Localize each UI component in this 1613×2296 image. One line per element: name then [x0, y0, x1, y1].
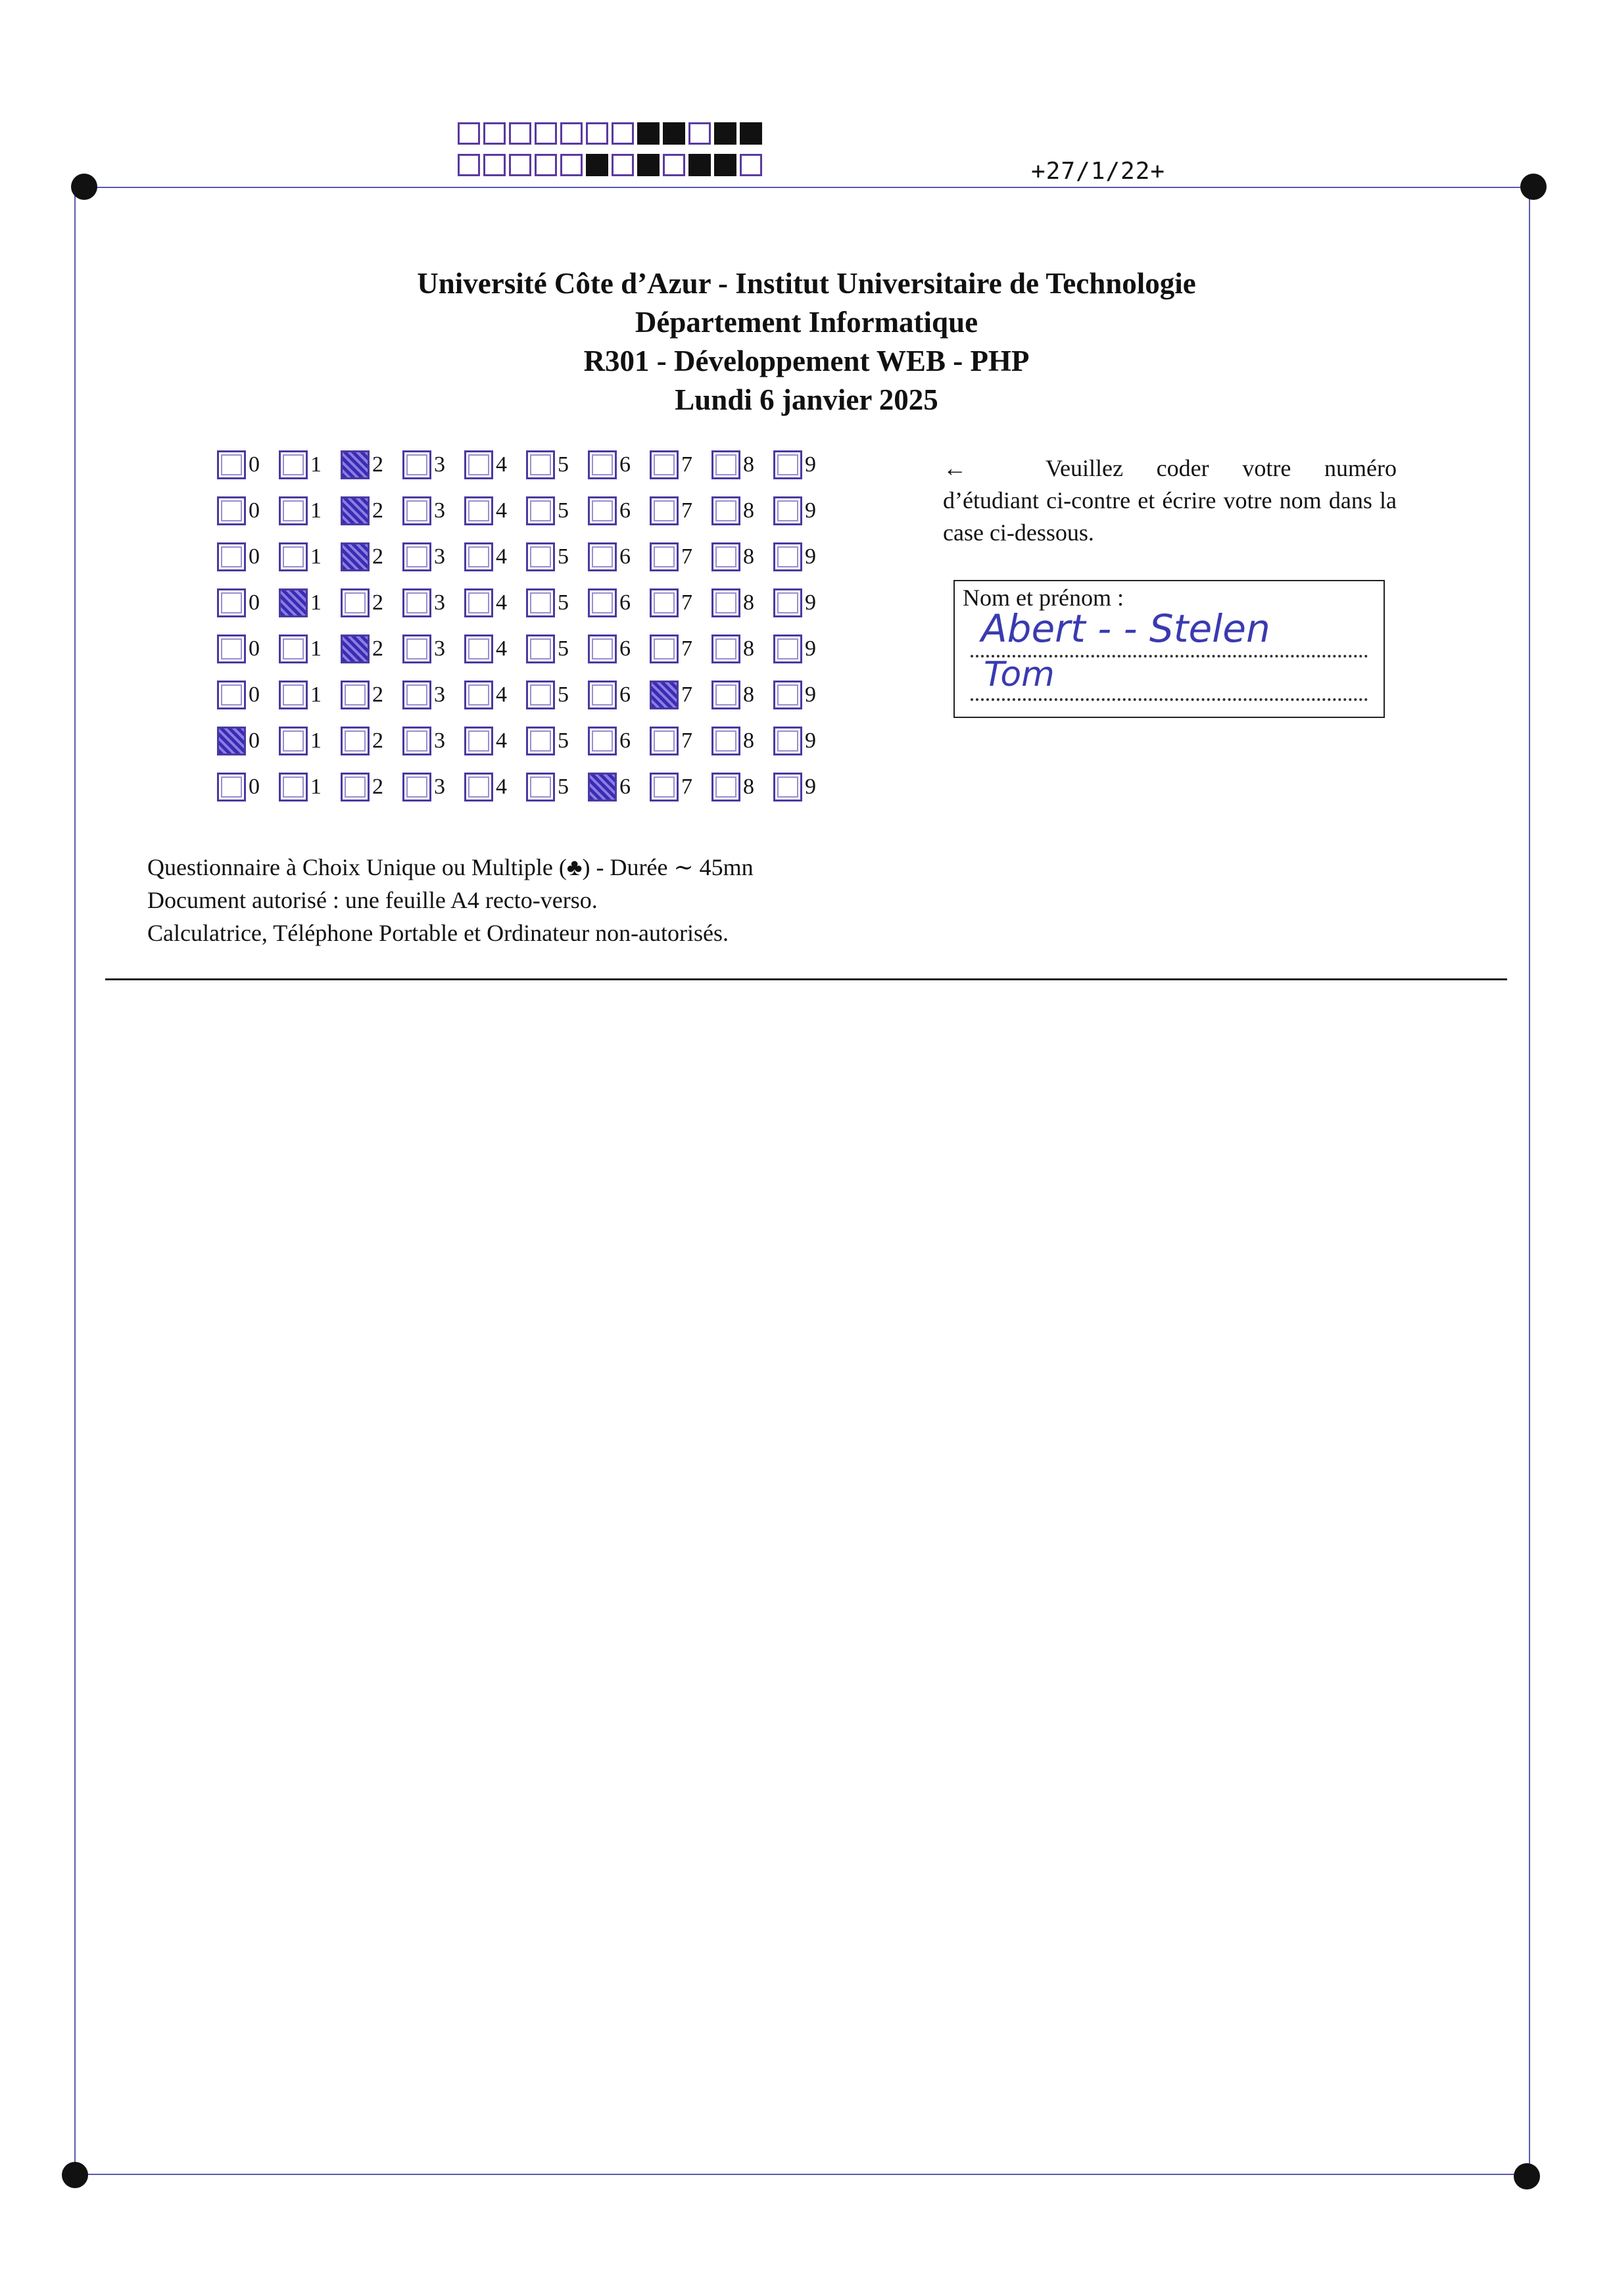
- digit-option: [711, 634, 773, 663]
- digit-checkbox-checked[interactable]: [588, 773, 617, 801]
- digit-option: [711, 773, 773, 801]
- digit-checkbox[interactable]: [526, 773, 555, 801]
- grid-row: [217, 672, 835, 718]
- digit-option: [588, 773, 650, 801]
- barcode-cell: [560, 122, 583, 145]
- digit-checkbox[interactable]: [217, 773, 246, 801]
- digit-label: 8: [743, 682, 754, 707]
- digit-option: [341, 727, 402, 755]
- digit-checkbox[interactable]: [650, 450, 679, 479]
- digit-checkbox[interactable]: [588, 634, 617, 663]
- digit-option: [526, 681, 588, 709]
- digit-option: [279, 496, 341, 525]
- digit-checkbox-checked[interactable]: [217, 727, 246, 755]
- digit-option: [526, 773, 588, 801]
- name-box[interactable]: [953, 580, 1385, 718]
- digit-label: 6: [619, 544, 631, 569]
- digit-label: 2: [372, 682, 383, 707]
- digit-label: 2: [372, 544, 383, 569]
- digit-option: [650, 773, 711, 801]
- name-box-label: Nom et prénom :: [963, 585, 1124, 611]
- digit-checkbox[interactable]: [217, 681, 246, 709]
- digit-option: [402, 450, 464, 479]
- digit-option: [402, 588, 464, 617]
- digit-checkbox[interactable]: [773, 588, 802, 617]
- digit-label: 4: [496, 498, 507, 523]
- exam-info: [147, 851, 754, 949]
- digit-option: [341, 588, 402, 617]
- digit-checkbox[interactable]: [341, 588, 370, 617]
- digit-option: [217, 634, 279, 663]
- digit-label: 3: [434, 636, 445, 661]
- digit-checkbox[interactable]: [588, 681, 617, 709]
- grid-row: [217, 442, 835, 488]
- digit-label: 1: [310, 590, 322, 615]
- barcode-cell: [740, 122, 762, 145]
- digit-label: 9: [805, 452, 816, 477]
- digit-checkbox-checked[interactable]: [341, 496, 370, 525]
- digit-checkbox[interactable]: [526, 450, 555, 479]
- barcode-cell: [688, 154, 711, 176]
- digit-option: [217, 681, 279, 709]
- digit-checkbox[interactable]: [650, 542, 679, 571]
- corner-marker-top-right: [1520, 174, 1547, 200]
- digit-option: [464, 450, 526, 479]
- digit-label: 9: [805, 729, 816, 753]
- grid-row: [217, 534, 835, 580]
- digit-option: [402, 727, 464, 755]
- digit-option: [711, 588, 773, 617]
- digit-label: 8: [743, 729, 754, 753]
- digit-checkbox[interactable]: [279, 496, 308, 525]
- digit-checkbox-checked[interactable]: [341, 450, 370, 479]
- digit-checkbox[interactable]: [464, 496, 493, 525]
- digit-checkbox[interactable]: [588, 496, 617, 525]
- digit-option: [588, 727, 650, 755]
- digit-checkbox[interactable]: [279, 681, 308, 709]
- digit-checkbox-checked[interactable]: [341, 634, 370, 663]
- digit-option: [526, 588, 588, 617]
- digit-option: [711, 450, 773, 479]
- digit-label: 1: [310, 775, 322, 799]
- digit-option: [588, 634, 650, 663]
- digit-checkbox[interactable]: [217, 542, 246, 571]
- digit-label: 1: [310, 682, 322, 707]
- digit-checkbox[interactable]: [341, 681, 370, 709]
- digit-label: 7: [681, 452, 692, 477]
- digit-label: 7: [681, 590, 692, 615]
- digit-option: [650, 496, 711, 525]
- digit-label: 0: [249, 452, 260, 477]
- digit-checkbox[interactable]: [217, 588, 246, 617]
- digit-option: [341, 450, 402, 479]
- digit-checkbox-checked[interactable]: [341, 542, 370, 571]
- digit-label: 6: [619, 452, 631, 477]
- digit-label: 3: [434, 590, 445, 615]
- grid-row: [217, 580, 835, 626]
- digit-checkbox[interactable]: [402, 681, 431, 709]
- digit-label: 5: [558, 452, 569, 477]
- digit-label: 5: [558, 590, 569, 615]
- digit-checkbox[interactable]: [650, 773, 679, 801]
- instructions-text: Veuillez coder votre numéro d’étudiant ci-contre et écrire votre nom dans la case ci-dessous.: [943, 455, 1397, 546]
- digit-option: [588, 542, 650, 571]
- corner-marker-bottom-right: [1514, 2163, 1540, 2189]
- barcode-cell: [509, 122, 531, 145]
- digit-option: [217, 773, 279, 801]
- digit-checkbox[interactable]: [279, 542, 308, 571]
- digit-label: 5: [558, 775, 569, 799]
- digit-option: [279, 727, 341, 755]
- barcode-cell: [483, 154, 506, 176]
- barcode-cell: [586, 122, 608, 145]
- digit-label: 6: [619, 682, 631, 707]
- digit-option: [217, 496, 279, 525]
- digit-checkbox[interactable]: [711, 634, 740, 663]
- digit-label: 7: [681, 544, 692, 569]
- digit-checkbox[interactable]: [526, 634, 555, 663]
- digit-label: 8: [743, 544, 754, 569]
- grid-row: [217, 488, 835, 534]
- digit-label: 7: [681, 682, 692, 707]
- digit-option: [650, 634, 711, 663]
- barcode-row: [458, 122, 765, 149]
- grid-row: [217, 718, 835, 764]
- digit-label: 8: [743, 775, 754, 799]
- digit-label: 7: [681, 498, 692, 523]
- digit-option: [526, 542, 588, 571]
- digit-label: 4: [496, 682, 507, 707]
- digit-option: [402, 496, 464, 525]
- digit-checkbox[interactable]: [526, 727, 555, 755]
- digit-label: 4: [496, 544, 507, 569]
- barcode-cell: [560, 154, 583, 176]
- digit-label: 5: [558, 636, 569, 661]
- digit-checkbox[interactable]: [217, 634, 246, 663]
- digit-label: 2: [372, 452, 383, 477]
- digit-label: 7: [681, 775, 692, 799]
- digit-label: 6: [619, 590, 631, 615]
- digit-label: 9: [805, 682, 816, 707]
- digit-label: 7: [681, 729, 692, 753]
- digit-option: [711, 542, 773, 571]
- digit-checkbox[interactable]: [402, 542, 431, 571]
- digit-checkbox[interactable]: [464, 450, 493, 479]
- digit-option: [464, 634, 526, 663]
- digit-option: [402, 542, 464, 571]
- digit-label: 3: [434, 544, 445, 569]
- barcode-cell: [637, 154, 660, 176]
- digit-checkbox[interactable]: [402, 450, 431, 479]
- left-arrow-icon: ←: [943, 455, 967, 481]
- digit-option: [650, 542, 711, 571]
- digit-label: 8: [743, 590, 754, 615]
- header-department: Département Informatique: [635, 306, 978, 339]
- digit-checkbox[interactable]: [279, 634, 308, 663]
- digit-label: 3: [434, 775, 445, 799]
- digit-checkbox[interactable]: [464, 588, 493, 617]
- barcode-cell: [612, 154, 634, 176]
- digit-label: 4: [496, 452, 507, 477]
- digit-checkbox[interactable]: [402, 727, 431, 755]
- digit-checkbox[interactable]: [773, 496, 802, 525]
- digit-label: 4: [496, 729, 507, 753]
- digit-option: [341, 681, 402, 709]
- digit-checkbox[interactable]: [279, 450, 308, 479]
- digit-option: [279, 588, 341, 617]
- digit-checkbox[interactable]: [773, 681, 802, 709]
- digit-checkbox[interactable]: [464, 542, 493, 571]
- digit-checkbox[interactable]: [773, 727, 802, 755]
- corner-marker-top-left: [71, 174, 97, 200]
- digit-label: 6: [619, 636, 631, 661]
- digit-checkbox[interactable]: [711, 727, 740, 755]
- digit-checkbox[interactable]: [650, 588, 679, 617]
- instructions: [943, 452, 1397, 549]
- digit-label: 4: [496, 590, 507, 615]
- digit-checkbox[interactable]: [341, 773, 370, 801]
- digit-checkbox[interactable]: [464, 773, 493, 801]
- digit-checkbox[interactable]: [711, 681, 740, 709]
- barcode-row: [458, 154, 765, 180]
- barcode-cell: [509, 154, 531, 176]
- grid-row: [217, 764, 835, 810]
- barcode-cell: [535, 154, 557, 176]
- digit-checkbox[interactable]: [402, 496, 431, 525]
- digit-checkbox[interactable]: [711, 542, 740, 571]
- handwritten-last-name: Abert - - Stelen: [981, 606, 1270, 651]
- digit-label: 8: [743, 452, 754, 477]
- digit-option: [402, 773, 464, 801]
- exam-info-devices: Calculatrice, Téléphone Portable et Ordinateur non-autorisés.: [147, 920, 729, 946]
- digit-checkbox[interactable]: [650, 634, 679, 663]
- digit-label: 6: [619, 775, 631, 799]
- digit-label: 3: [434, 729, 445, 753]
- digit-label: 6: [619, 729, 631, 753]
- digit-checkbox-checked[interactable]: [650, 681, 679, 709]
- digit-checkbox[interactable]: [588, 450, 617, 479]
- barcode: [458, 122, 765, 180]
- barcode-cell: [586, 154, 608, 176]
- digit-checkbox[interactable]: [464, 727, 493, 755]
- digit-checkbox[interactable]: [526, 588, 555, 617]
- barcode-cell: [714, 122, 736, 145]
- digit-label: 1: [310, 636, 322, 661]
- digit-checkbox[interactable]: [711, 588, 740, 617]
- digit-label: 1: [310, 544, 322, 569]
- digit-label: 4: [496, 636, 507, 661]
- digit-checkbox[interactable]: [526, 542, 555, 571]
- digit-label: 7: [681, 636, 692, 661]
- header-university: Université Côte d’Azur - Institut Universitaire de Technologie: [417, 267, 1196, 300]
- digit-option: [526, 634, 588, 663]
- digit-label: 0: [249, 590, 260, 615]
- digit-label: 8: [743, 636, 754, 661]
- digit-checkbox[interactable]: [711, 450, 740, 479]
- digit-option: [711, 496, 773, 525]
- digit-label: 0: [249, 729, 260, 753]
- handwritten-first-name: Tom: [984, 655, 1055, 694]
- barcode-cell: [483, 122, 506, 145]
- digit-option: [279, 542, 341, 571]
- digit-option: [588, 496, 650, 525]
- barcode-cell: [740, 154, 762, 176]
- digit-option: [464, 681, 526, 709]
- digit-option: [650, 681, 711, 709]
- digit-option: [402, 681, 464, 709]
- digit-option: [279, 773, 341, 801]
- digit-label: 0: [249, 498, 260, 523]
- digit-label: 0: [249, 775, 260, 799]
- digit-label: 2: [372, 590, 383, 615]
- digit-option: [773, 634, 835, 663]
- digit-checkbox[interactable]: [526, 496, 555, 525]
- digit-label: 5: [558, 498, 569, 523]
- digit-option: [526, 496, 588, 525]
- digit-checkbox[interactable]: [773, 634, 802, 663]
- digit-label: 3: [434, 682, 445, 707]
- digit-option: [650, 727, 711, 755]
- digit-option: [711, 727, 773, 755]
- digit-checkbox[interactable]: [402, 634, 431, 663]
- digit-label: 1: [310, 498, 322, 523]
- digit-checkbox[interactable]: [650, 496, 679, 525]
- digit-option: [341, 496, 402, 525]
- digit-label: 2: [372, 498, 383, 523]
- digit-option: [279, 634, 341, 663]
- digit-label: 5: [558, 682, 569, 707]
- barcode-cell: [535, 122, 557, 145]
- digit-option: [464, 773, 526, 801]
- digit-option: [341, 634, 402, 663]
- digit-option: [341, 542, 402, 571]
- barcode-cell: [458, 154, 480, 176]
- digit-checkbox[interactable]: [217, 450, 246, 479]
- barcode-cell: [663, 154, 685, 176]
- digit-label: 9: [805, 636, 816, 661]
- digit-option: [341, 773, 402, 801]
- digit-checkbox[interactable]: [773, 773, 802, 801]
- digit-checkbox[interactable]: [279, 773, 308, 801]
- digit-checkbox[interactable]: [773, 450, 802, 479]
- digit-label: 0: [249, 636, 260, 661]
- digit-label: 9: [805, 544, 816, 569]
- digit-option: [773, 542, 835, 571]
- digit-label: 5: [558, 729, 569, 753]
- digit-option: [588, 450, 650, 479]
- exam-info-documents: Document autorisé : une feuille A4 recto-verso.: [147, 887, 598, 913]
- digit-checkbox[interactable]: [526, 681, 555, 709]
- digit-option: [526, 450, 588, 479]
- digit-checkbox-checked[interactable]: [279, 588, 308, 617]
- digit-label: 5: [558, 544, 569, 569]
- digit-option: [711, 681, 773, 709]
- digit-checkbox[interactable]: [711, 773, 740, 801]
- name-dotted-line: [971, 698, 1368, 701]
- digit-option: [526, 727, 588, 755]
- digit-option: [464, 542, 526, 571]
- digit-option: [279, 681, 341, 709]
- digit-label: 3: [434, 498, 445, 523]
- digit-option: [217, 727, 279, 755]
- digit-option: [217, 542, 279, 571]
- header-course: R301 - Développement WEB - PHP: [583, 345, 1030, 377]
- digit-label: 1: [310, 452, 322, 477]
- digit-label: 0: [249, 544, 260, 569]
- barcode-cell: [612, 122, 634, 145]
- digit-option: [402, 634, 464, 663]
- digit-checkbox[interactable]: [650, 727, 679, 755]
- barcode-cell: [637, 122, 660, 145]
- exam-info-format: Questionnaire à Choix Unique ou Multiple (♣) - Durée ∼ 45mn: [147, 854, 754, 880]
- exam-header: [0, 264, 1613, 419]
- digit-option: [464, 588, 526, 617]
- digit-label: 9: [805, 498, 816, 523]
- digit-checkbox[interactable]: [588, 727, 617, 755]
- digit-option: [773, 727, 835, 755]
- digit-checkbox[interactable]: [341, 727, 370, 755]
- digit-label: 9: [805, 775, 816, 799]
- barcode-cell: [688, 122, 711, 145]
- barcode-cell: [663, 122, 685, 145]
- corner-marker-bottom-left: [62, 2162, 88, 2188]
- digit-label: 2: [372, 636, 383, 661]
- page-id: +27/1/22+: [1031, 158, 1166, 185]
- header-date: Lundi 6 janvier 2025: [675, 383, 938, 416]
- digit-checkbox[interactable]: [402, 588, 431, 617]
- digit-option: [773, 496, 835, 525]
- digit-checkbox[interactable]: [464, 634, 493, 663]
- separator-rule: [105, 978, 1507, 980]
- digit-checkbox[interactable]: [464, 681, 493, 709]
- digit-option: [464, 496, 526, 525]
- digit-option: [773, 681, 835, 709]
- digit-option: [588, 681, 650, 709]
- digit-checkbox[interactable]: [711, 496, 740, 525]
- student-number-grid: [217, 442, 835, 810]
- digit-option: [464, 727, 526, 755]
- digit-label: 0: [249, 682, 260, 707]
- digit-label: 2: [372, 775, 383, 799]
- digit-label: 1: [310, 729, 322, 753]
- digit-option: [650, 450, 711, 479]
- digit-checkbox[interactable]: [279, 727, 308, 755]
- grid-row: [217, 626, 835, 672]
- digit-option: [217, 450, 279, 479]
- digit-option: [217, 588, 279, 617]
- digit-option: [773, 773, 835, 801]
- barcode-cell: [458, 122, 480, 145]
- digit-label: 6: [619, 498, 631, 523]
- barcode-cell: [714, 154, 736, 176]
- digit-checkbox[interactable]: [588, 588, 617, 617]
- digit-label: 8: [743, 498, 754, 523]
- digit-label: 9: [805, 590, 816, 615]
- digit-option: [650, 588, 711, 617]
- digit-label: 4: [496, 775, 507, 799]
- digit-checkbox[interactable]: [217, 496, 246, 525]
- digit-option: [588, 588, 650, 617]
- digit-checkbox[interactable]: [773, 542, 802, 571]
- digit-option: [279, 450, 341, 479]
- digit-option: [773, 450, 835, 479]
- digit-checkbox[interactable]: [402, 773, 431, 801]
- digit-option: [773, 588, 835, 617]
- digit-checkbox[interactable]: [588, 542, 617, 571]
- digit-label: 3: [434, 452, 445, 477]
- digit-label: 2: [372, 729, 383, 753]
